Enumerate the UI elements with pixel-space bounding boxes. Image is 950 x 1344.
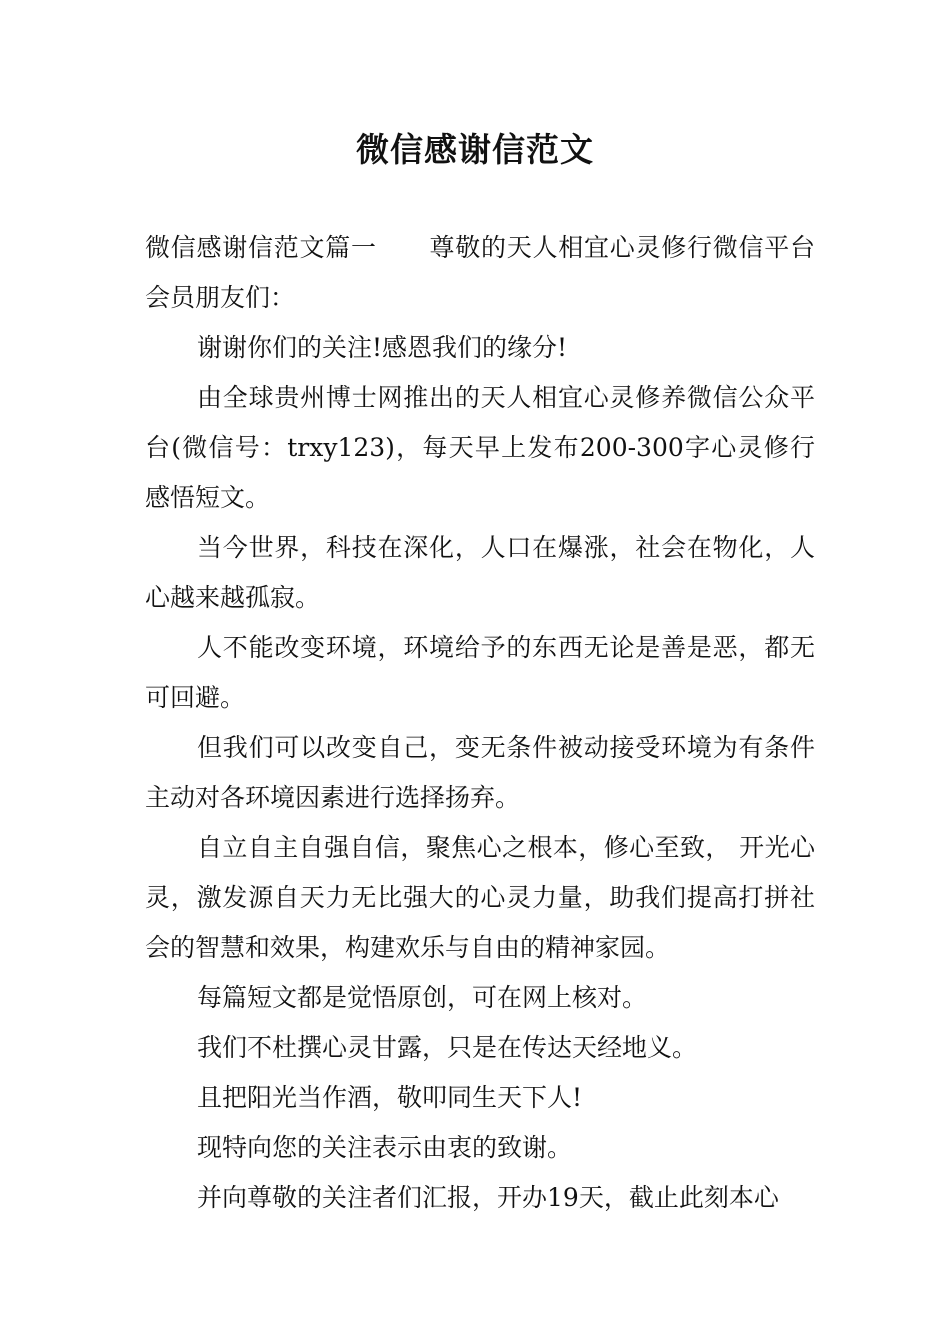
document-title: 微信感谢信范文 [356, 130, 594, 169]
body-paragraph: 我们不杜撰心灵甘露，只是在传达天经地义。 [197, 1033, 698, 1062]
body-paragraph: 当今世界，科技在深化，人口在爆涨，社会在物化，人心越来越孤寂。 [145, 533, 815, 612]
salutation: 尊敬的天人相宜心灵修行微信平台会员朋友们： [145, 233, 815, 312]
body-paragraph: 并向尊敬的关注者们汇报，开办19天，截止此刻本心 [197, 1183, 779, 1212]
body-paragraph: 自立自主自强自信，聚焦心之根本，修心至致， 开光心灵，激发源自天力无比强大的心灵力量，助我们提高打拼社会的智慧和效果，构建欢乐与自由的精神家园。 [145, 833, 815, 962]
body-paragraph: 现特向您的关注表示由衷的致谢。 [197, 1133, 573, 1162]
body-paragraph: 由全球贵州博士网推出的天人相宜心灵修养微信公众平台(微信号：trxy123)，每天早上发布200-300字心灵修行感悟短文。 [145, 383, 815, 512]
body-paragraph: 每篇短文都是觉悟原创，可在网上核对。 [197, 983, 648, 1012]
opening-paragraph [145, 223, 815, 323]
section-heading: 微信感谢信范文篇一 [145, 233, 377, 262]
document-body [145, 223, 815, 1223]
body-paragraph: 谢谢你们的关注!感恩我们的缘分! [197, 333, 568, 362]
body-paragraph: 且把阳光当作酒，敬叩同生天下人! [197, 1083, 583, 1112]
body-paragraph: 人不能改变环境，环境给予的东西无论是善是恶，都无可回避。 [145, 633, 815, 712]
body-paragraph: 但我们可以改变自己，变无条件被动接受环境为有条件主动对各环境因素进行选择扬弃。 [145, 733, 815, 812]
